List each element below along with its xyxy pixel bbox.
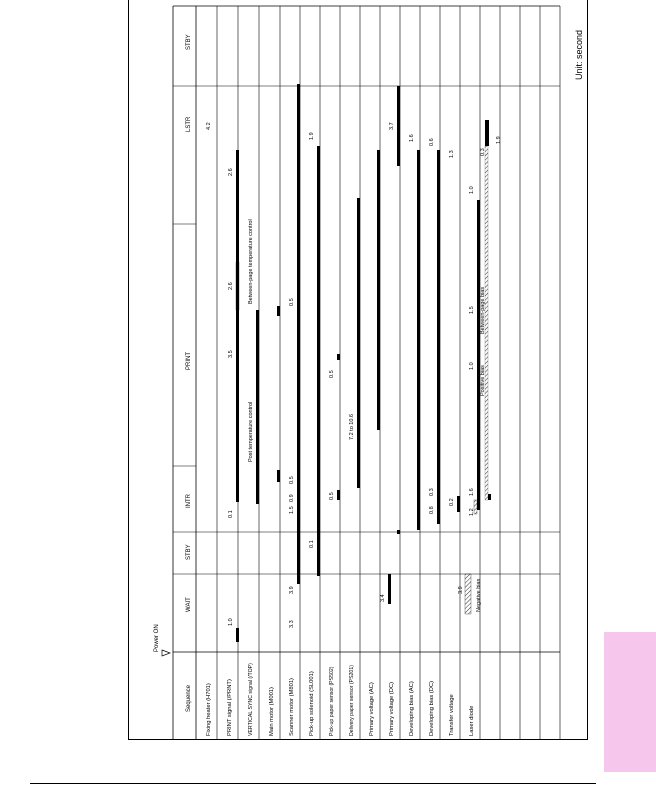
row-label: Pick-up paper sensor (PS502): [329, 666, 335, 736]
svg-text:0.5: 0.5: [289, 476, 295, 484]
svg-text:3.9: 3.9: [289, 586, 295, 594]
pickup-sensor-on: [357, 198, 360, 488]
svg-text:1.5: 1.5: [469, 306, 475, 314]
row-label: Developing bias (DC): [429, 680, 435, 736]
range-label: 7.2 to 10.6: [349, 414, 355, 440]
fixing-heater-on: [236, 628, 239, 642]
period-label: LSTR: [186, 116, 192, 132]
row-label: Pick-up solenoid (SL001): [309, 671, 315, 736]
period-label: INTR: [186, 494, 192, 508]
svg-text:1.6: 1.6: [409, 134, 415, 142]
svg-text:0.5: 0.5: [289, 298, 295, 306]
svg-text:1.2: 1.2: [469, 508, 475, 516]
svg-text:3.3: 3.3: [289, 620, 295, 628]
row-label: Laser diode: [469, 705, 475, 736]
developing-dc-on: [457, 496, 460, 512]
positive-bias-label: Positive bias: [480, 365, 486, 396]
power-on-label: Power ON: [154, 624, 160, 652]
main-motor-on: [297, 574, 300, 578]
svg-text:1.6: 1.6: [469, 488, 475, 496]
section-tab: [604, 632, 656, 772]
sequence-header: Sequence: [186, 684, 192, 712]
primary-ac-on: [397, 86, 400, 166]
pickup-solenoid-on: [337, 354, 340, 360]
svg-text:0.2: 0.2: [449, 498, 455, 506]
between-bias-label: Between-page bias: [480, 286, 486, 334]
primary-ac-on: [397, 530, 400, 534]
power-on-arrow-icon: [162, 650, 170, 656]
svg-text:0.5: 0.5: [329, 492, 335, 500]
primary-dc-on: [417, 150, 420, 530]
row-label: VERTICAL SYNC signal (/TOP): [248, 663, 254, 736]
svg-text:1.5: 1.5: [289, 506, 295, 514]
svg-text:3.7: 3.7: [389, 122, 395, 130]
svg-text:1.0: 1.0: [228, 618, 234, 626]
duration-labels: [206, 122, 502, 628]
svg-text:3.5: 3.5: [228, 350, 234, 358]
negative-bias-zone: [465, 574, 471, 614]
transfer-on: [477, 200, 480, 510]
row-label: Primary voltage (DC): [389, 681, 395, 736]
svg-text:1.0: 1.0: [469, 186, 475, 194]
svg-text:0.5: 0.5: [329, 370, 335, 378]
unit-label: Unit: second: [574, 29, 584, 80]
svg-text:2.6: 2.6: [228, 282, 234, 290]
row-label: Fixing heater (H701): [206, 683, 212, 736]
laser-on: [485, 120, 489, 146]
annotation-labels: [248, 219, 486, 612]
between-page-temp-zone: [236, 262, 239, 310]
svg-text:0.3: 0.3: [480, 148, 486, 156]
signal-bars: [236, 84, 491, 642]
svg-text:0.1: 0.1: [309, 540, 315, 548]
between-temp-label: Between-page temperature control: [248, 219, 254, 304]
svg-text:0.1: 0.1: [228, 510, 234, 518]
post-temp-label: Post temperature control: [248, 401, 254, 462]
row-label: Delivery paper sensor (PS201): [349, 665, 355, 736]
svg-text:4.2: 4.2: [206, 122, 212, 130]
main-motor-on: [297, 84, 300, 584]
svg-text:0.9: 0.9: [289, 494, 295, 502]
svg-text:1.9: 1.9: [309, 132, 315, 140]
row-label: Scanner motor (M801): [289, 678, 295, 736]
row-label: Transfer voltage: [449, 694, 455, 736]
pickup-solenoid-on: [337, 490, 340, 500]
svg-text:0.6: 0.6: [429, 138, 435, 146]
svg-text:2.6: 2.6: [228, 168, 234, 176]
delivery-sensor-on: [377, 150, 380, 430]
vsync-on: [277, 470, 280, 482]
footer-rule: [30, 783, 596, 784]
row-grid: [217, 6, 560, 740]
svg-text:1.9: 1.9: [496, 136, 502, 144]
vsync-on: [277, 306, 280, 316]
period-label: STBY: [186, 34, 192, 50]
developing-ac-on: [437, 150, 440, 524]
scanner-motor-on: [317, 146, 320, 576]
period-label: STBY: [186, 544, 192, 560]
svg-text:0.8: 0.8: [429, 506, 435, 514]
row-label: Developing bias (AC): [409, 681, 415, 736]
period-label: WAIT: [186, 597, 192, 612]
svg-text:0.3: 0.3: [429, 488, 435, 496]
primary-ac-on: [388, 574, 391, 604]
row-label: Main motor (M001): [269, 687, 275, 736]
row-label: Primary voltage (AC): [369, 682, 375, 736]
print-signal-on: [256, 310, 259, 504]
period-label: PRINT: [186, 352, 192, 370]
laser-on: [488, 494, 491, 500]
svg-text:1.0: 1.0: [469, 362, 475, 370]
negative-bias-label: Negative bias: [476, 578, 482, 612]
row-label: PRINT signal (/PRNT): [227, 679, 233, 736]
svg-text:3.4: 3.4: [380, 594, 386, 602]
svg-text:1.3: 1.3: [449, 150, 455, 158]
fixing-heater-on: [236, 150, 239, 502]
svg-text:3.9: 3.9: [458, 586, 464, 594]
